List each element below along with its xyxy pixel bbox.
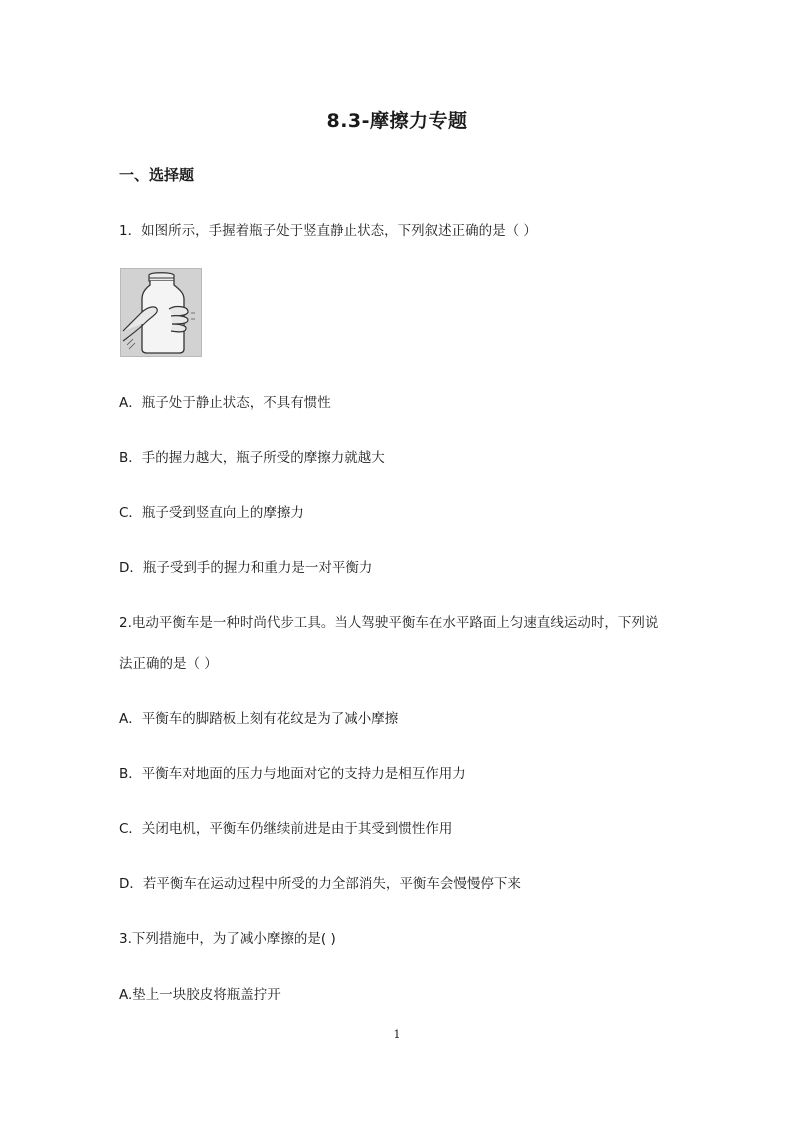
question-1-option-b: B．手的握力越大，瓶子所受的摩擦力就越大	[119, 450, 385, 466]
question-1-option-c: C．瓶子受到竖直向上的摩擦力	[119, 505, 304, 521]
section-heading: 一、选择题	[119, 166, 195, 184]
question-3-option-a: A.垫上一块胶皮将瓶盖拧开	[119, 987, 281, 1003]
question-1-stem: 1．如图所示，手握着瓶子处于竖直静止状态，下列叙述正确的是（ ）	[119, 223, 537, 239]
question-3-stem: 3.下列措施中，为了减小摩擦的是( )	[119, 931, 336, 947]
question-2-option-a: A．平衡车的脚踏板上刻有花纹是为了减小摩擦	[119, 711, 399, 727]
hand-holding-bottle-icon	[121, 269, 201, 356]
question-2-option-c: C．关闭电机，平衡车仍继续前进是由于其受到惯性作用	[119, 821, 453, 837]
page-number: 1	[393, 1028, 401, 1041]
question-2-option-d: D．若平衡车在运动过程中所受的力全部消失，平衡车会慢慢停下来	[119, 876, 521, 892]
question-1-option-d: D．瓶子受到手的握力和重力是一对平衡力	[119, 560, 373, 576]
page-title: 8.3-摩擦力专题	[326, 110, 468, 132]
question-1-option-a: A．瓶子处于静止状态，不具有惯性	[119, 395, 331, 411]
question-2-stem-line-1: 2.电动平衡车是一种时尚代步工具。当人驾驶平衡车在水平路面上匀速直线运动时，下列说	[119, 615, 659, 631]
question-2-stem-line-2: 法正确的是（ ）	[119, 656, 218, 672]
question-2-option-b: B．平衡车对地面的压力与地面对它的支持力是相互作用力	[119, 766, 466, 782]
hand-holding-bottle-figure	[120, 268, 202, 357]
